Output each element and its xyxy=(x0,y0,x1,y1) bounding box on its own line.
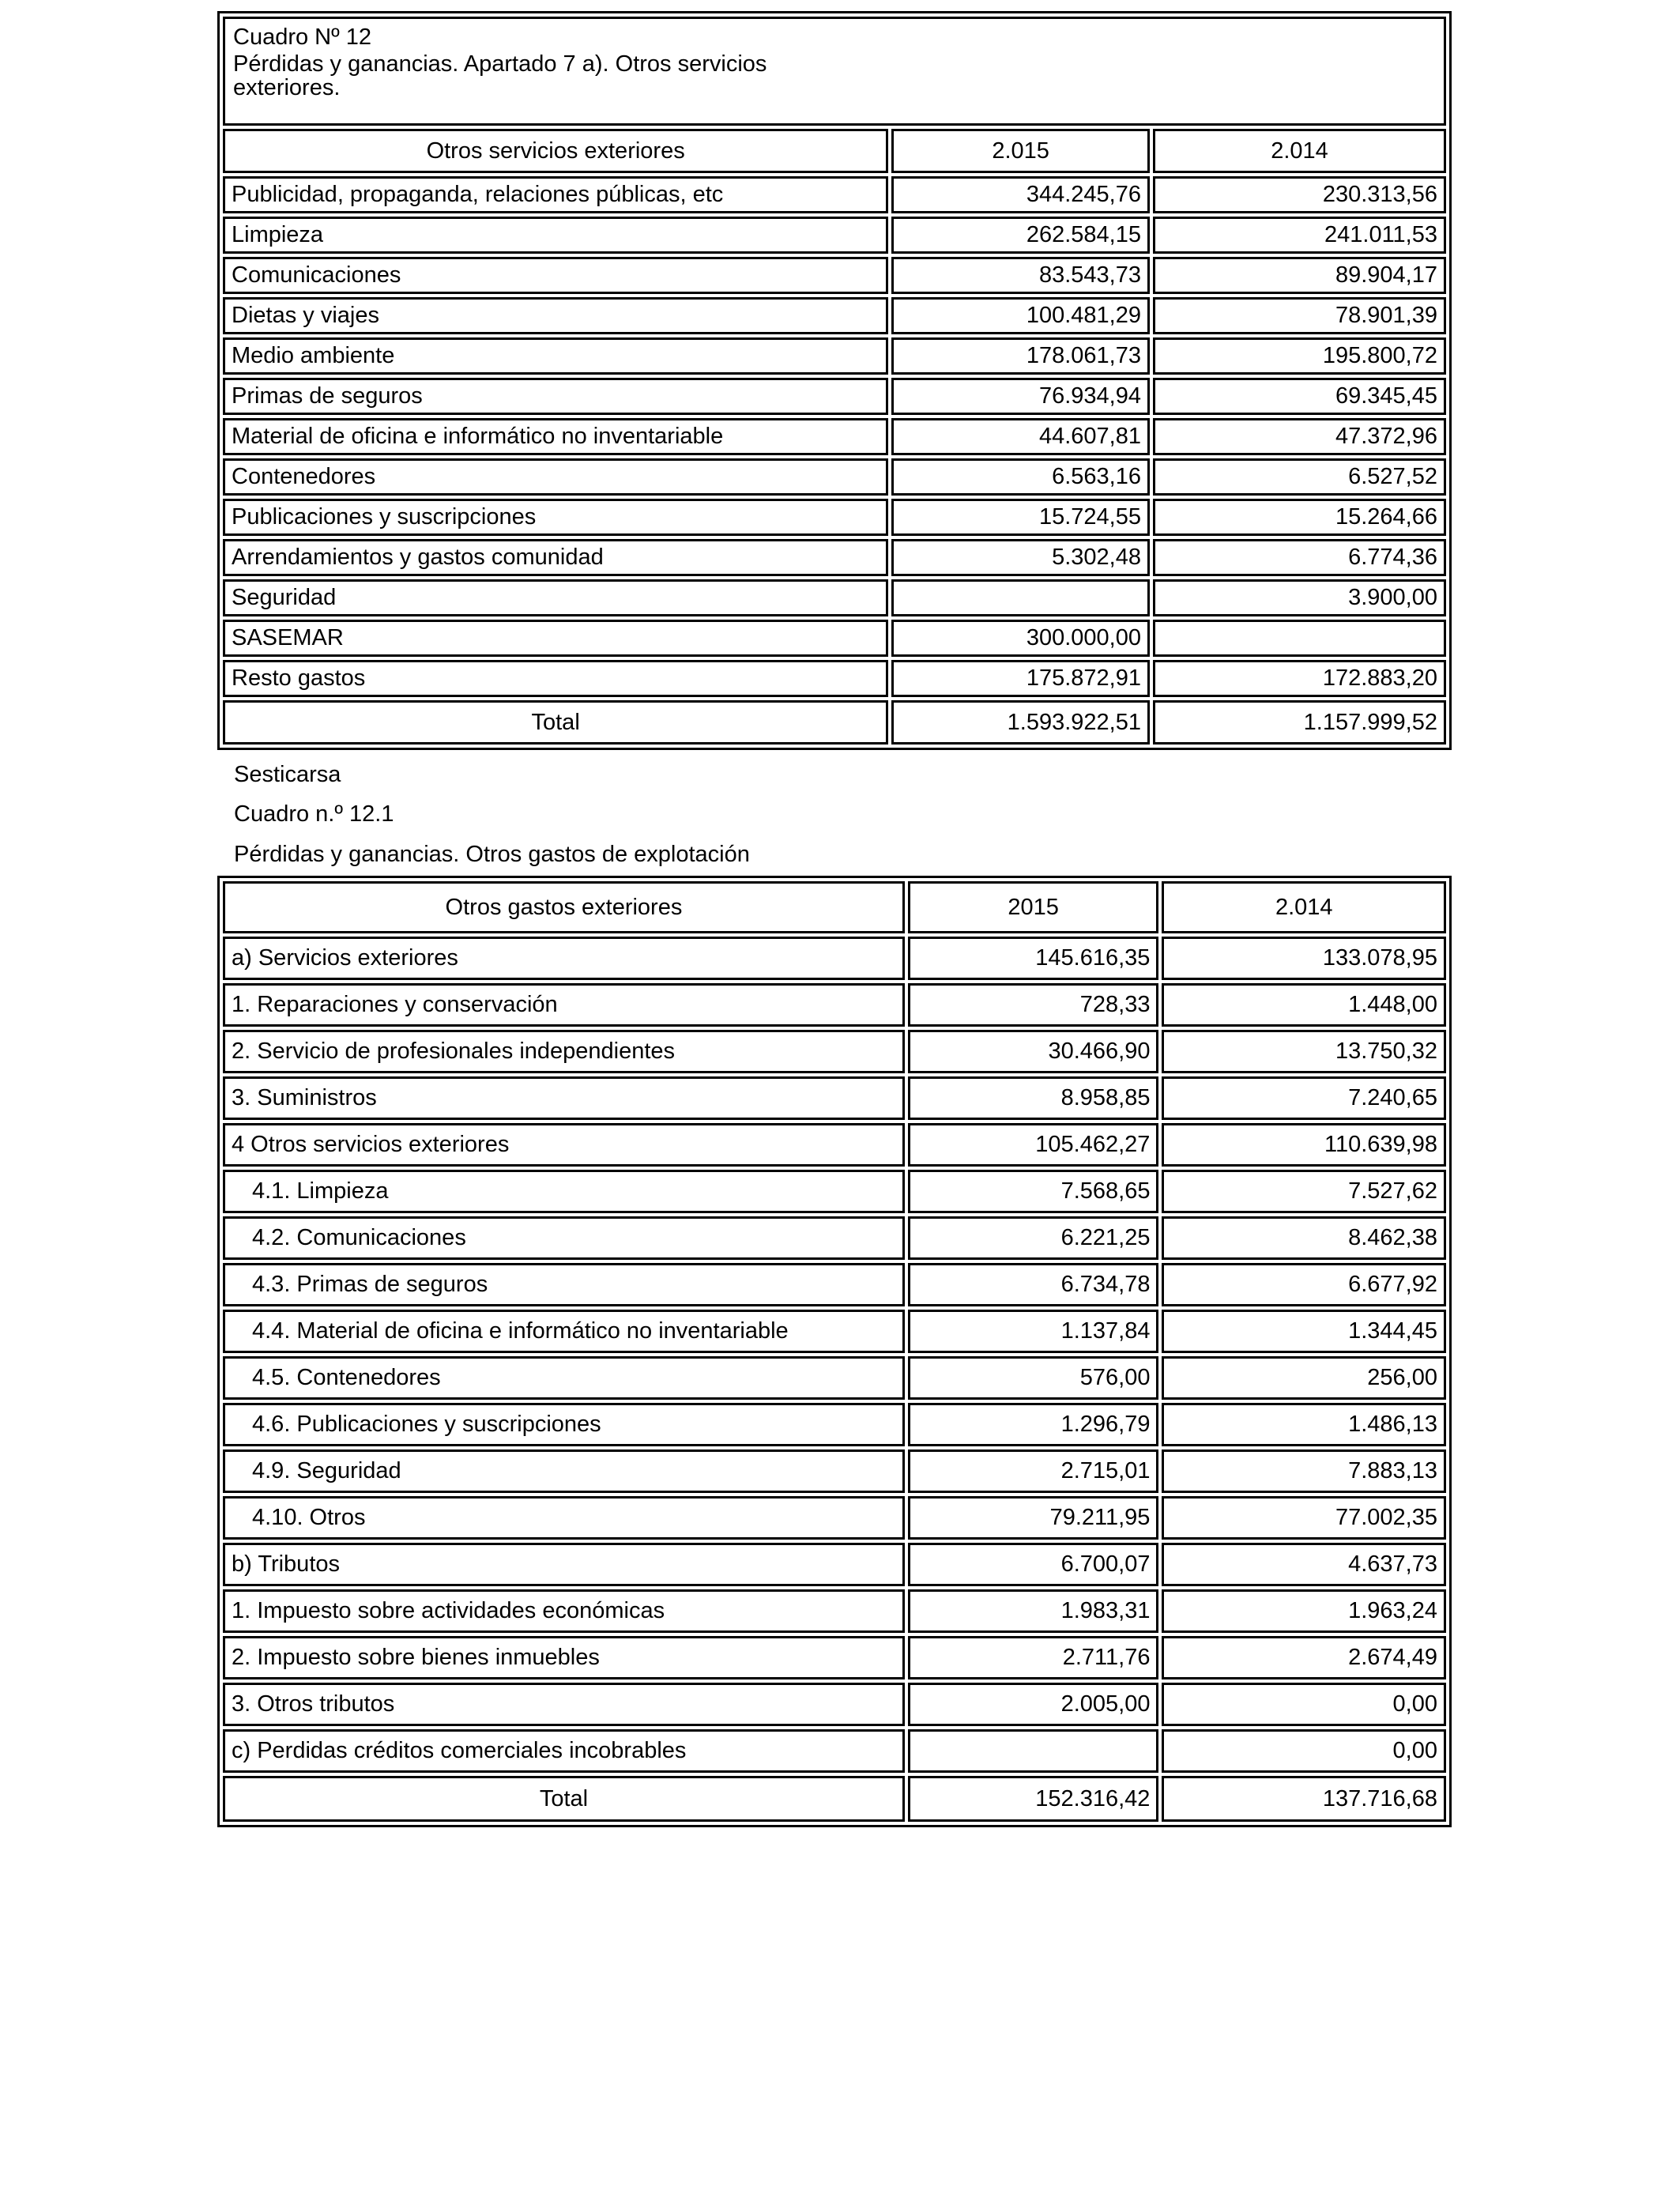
row-label: Medio ambiente xyxy=(223,337,888,375)
row-value-2014: 8.462,38 xyxy=(1162,1216,1446,1260)
row-value-2015: 7.568,65 xyxy=(908,1170,1159,1213)
header-year-2014: 2.014 xyxy=(1153,129,1446,173)
row-value-2015: 6.221,25 xyxy=(908,1216,1159,1260)
row-label: 4.2. Comunicaciones xyxy=(223,1216,905,1260)
table-row xyxy=(223,579,1446,616)
row-label: Resto gastos xyxy=(223,660,888,697)
row-value-2014: 1.963,24 xyxy=(1162,1589,1446,1633)
row-value-2015: 1.137,84 xyxy=(908,1310,1159,1353)
table-row xyxy=(223,337,1446,375)
row-value-2014: 13.750,32 xyxy=(1162,1030,1446,1073)
row-value-2015: 6.700,07 xyxy=(908,1543,1159,1586)
header-year-2015: 2.015 xyxy=(891,129,1150,173)
table-row xyxy=(223,217,1446,254)
row-value-2015: 100.481,29 xyxy=(891,297,1150,334)
table-row xyxy=(223,1589,1446,1633)
row-label: 4 Otros servicios exteriores xyxy=(223,1123,905,1167)
row-value-2015: 576,00 xyxy=(908,1356,1159,1400)
row-value-2014: 78.901,39 xyxy=(1153,297,1446,334)
row-label: 1. Impuesto sobre actividades económicas xyxy=(223,1589,905,1633)
row-value-2015: 344.245,76 xyxy=(891,176,1150,213)
section-subtitle: Pérdidas y ganancias. Otros gastos de explotación xyxy=(234,842,750,867)
table-row xyxy=(223,620,1446,657)
row-label: 1. Reparaciones y conservación xyxy=(223,983,905,1027)
row-value-2014: 0,00 xyxy=(1162,1683,1446,1726)
row-label: Dietas y viajes xyxy=(223,297,888,334)
table-row xyxy=(223,660,1446,697)
total-label: Total xyxy=(223,1776,905,1822)
row-label: 4.10. Otros xyxy=(223,1496,905,1540)
table-row xyxy=(223,1216,1446,1260)
row-value-2015: 30.466,90 xyxy=(908,1030,1159,1073)
row-label: a) Servicios exteriores xyxy=(223,937,905,980)
row-value-2014: 2.674,49 xyxy=(1162,1636,1446,1679)
row-value-2014: 6.527,52 xyxy=(1153,458,1446,496)
table-row xyxy=(223,297,1446,334)
caption-cuadro: Cuadro Nº 12 xyxy=(233,25,372,50)
row-value-2015: 175.872,91 xyxy=(891,660,1150,697)
header-year-2015: 2015 xyxy=(908,881,1159,933)
row-value-2014: 77.002,35 xyxy=(1162,1496,1446,1540)
row-value-2014: 241.011,53 xyxy=(1153,217,1446,254)
table-row xyxy=(223,1449,1446,1493)
row-label: Primas de seguros xyxy=(223,378,888,415)
row-value-2014: 1.486,13 xyxy=(1162,1403,1446,1446)
row-value-2014: 230.313,56 xyxy=(1153,176,1446,213)
table-row xyxy=(223,1123,1446,1167)
total-2015: 152.316,42 xyxy=(908,1776,1159,1822)
row-value-2015: 44.607,81 xyxy=(891,418,1150,455)
row-value-2014: 7.527,62 xyxy=(1162,1170,1446,1213)
row-value-2014: 1.344,45 xyxy=(1162,1310,1446,1353)
row-label: 2. Servicio de profesionales independientes xyxy=(223,1030,905,1073)
table-row xyxy=(223,1729,1446,1773)
row-value-2015: 6.563,16 xyxy=(891,458,1150,496)
row-value-2014: 4.637,73 xyxy=(1162,1543,1446,1586)
row-label: Arrendamientos y gastos comunidad xyxy=(223,539,888,576)
row-label: 4.3. Primas de seguros xyxy=(223,1263,905,1306)
table-row xyxy=(223,458,1446,496)
row-label: 2. Impuesto sobre bienes inmuebles xyxy=(223,1636,905,1679)
row-label: 4.5. Contenedores xyxy=(223,1356,905,1400)
row-value-2015: 83.543,73 xyxy=(891,257,1150,294)
table-row xyxy=(223,378,1446,415)
row-value-2015: 1.296,79 xyxy=(908,1403,1159,1446)
table-row xyxy=(223,1636,1446,1679)
row-value-2015: 105.462,27 xyxy=(908,1123,1159,1167)
row-value-2015: 262.584,15 xyxy=(891,217,1150,254)
row-value-2014: 6.774,36 xyxy=(1153,539,1446,576)
table-row xyxy=(223,1496,1446,1540)
table-row xyxy=(223,176,1446,213)
row-value-2014: 195.800,72 xyxy=(1153,337,1446,375)
row-value-2015: 76.934,94 xyxy=(891,378,1150,415)
table-row xyxy=(223,937,1446,980)
total-row xyxy=(223,700,1446,745)
row-value-2014: 47.372,96 xyxy=(1153,418,1446,455)
caption-title-cont: exteriores. xyxy=(233,75,341,100)
total-row xyxy=(223,1776,1446,1822)
row-value-2015: 15.724,55 xyxy=(891,499,1150,536)
header-concept: Otros servicios exteriores xyxy=(223,129,888,173)
table-row xyxy=(223,1543,1446,1586)
row-value-2015: 300.000,00 xyxy=(891,620,1150,657)
header-year-2014: 2.014 xyxy=(1162,881,1446,933)
row-label: Publicaciones y suscripciones xyxy=(223,499,888,536)
table-otros-gastos-exteriores xyxy=(217,876,1452,1827)
row-label: 4.1. Limpieza xyxy=(223,1170,905,1213)
row-value-2015: 2.715,01 xyxy=(908,1449,1159,1493)
row-value-2014: 89.904,17 xyxy=(1153,257,1446,294)
row-value-2015: 79.211,95 xyxy=(908,1496,1159,1540)
caption-title: Pérdidas y ganancias. Apartado 7 a). Otros servicios xyxy=(233,51,767,77)
row-value-2015: 2.005,00 xyxy=(908,1683,1159,1726)
row-value-2014: 256,00 xyxy=(1162,1356,1446,1400)
row-value-2014: 110.639,98 xyxy=(1162,1123,1446,1167)
row-value-2015 xyxy=(891,579,1150,616)
row-value-2014: 3.900,00 xyxy=(1153,579,1446,616)
row-value-2014: 6.677,92 xyxy=(1162,1263,1446,1306)
row-value-2014 xyxy=(1153,620,1446,657)
row-label: c) Perdidas créditos comerciales incobrables xyxy=(223,1729,905,1773)
table-row xyxy=(223,1683,1446,1726)
table-row xyxy=(223,1076,1446,1120)
table-row xyxy=(223,539,1446,576)
row-value-2015: 145.616,35 xyxy=(908,937,1159,980)
table-row xyxy=(223,1403,1446,1446)
row-value-2015: 178.061,73 xyxy=(891,337,1150,375)
row-label: Publicidad, propaganda, relaciones públicas, etc xyxy=(223,176,888,213)
table-otros-servicios-exteriores xyxy=(217,11,1452,750)
row-value-2015: 1.983,31 xyxy=(908,1589,1159,1633)
header-concept: Otros gastos exteriores xyxy=(223,881,905,933)
row-value-2015: 5.302,48 xyxy=(891,539,1150,576)
row-label: SASEMAR xyxy=(223,620,888,657)
row-label: b) Tributos xyxy=(223,1543,905,1586)
table-row xyxy=(223,1170,1446,1213)
total-label: Total xyxy=(223,700,888,745)
row-label: Contenedores xyxy=(223,458,888,496)
cuadro-number: Cuadro n.º 12.1 xyxy=(234,801,394,827)
row-label: 4.6. Publicaciones y suscripciones xyxy=(223,1403,905,1446)
row-value-2014: 7.883,13 xyxy=(1162,1449,1446,1493)
total-2015: 1.593.922,51 xyxy=(891,700,1150,745)
row-label: 4.4. Material de oficina e informático no inventariable xyxy=(223,1310,905,1353)
row-label: Comunicaciones xyxy=(223,257,888,294)
row-value-2014: 15.264,66 xyxy=(1153,499,1446,536)
table-row xyxy=(223,1310,1446,1353)
table-row xyxy=(223,418,1446,455)
row-value-2015: 728,33 xyxy=(908,983,1159,1027)
table-row xyxy=(223,499,1446,536)
row-value-2014: 7.240,65 xyxy=(1162,1076,1446,1120)
table-row xyxy=(223,983,1446,1027)
row-value-2014: 1.448,00 xyxy=(1162,983,1446,1027)
row-value-2015: 6.734,78 xyxy=(908,1263,1159,1306)
row-label: 3. Otros tributos xyxy=(223,1683,905,1726)
table-row xyxy=(223,257,1446,294)
row-value-2015: 8.958,85 xyxy=(908,1076,1159,1120)
total-2014: 137.716,68 xyxy=(1162,1776,1446,1822)
row-label: Seguridad xyxy=(223,579,888,616)
row-label: Material de oficina e informático no inventariable xyxy=(223,418,888,455)
row-label: 3. Suministros xyxy=(223,1076,905,1120)
row-label: 4.9. Seguridad xyxy=(223,1449,905,1493)
row-value-2014: 133.078,95 xyxy=(1162,937,1446,980)
row-value-2015: 2.711,76 xyxy=(908,1636,1159,1679)
row-value-2014: 172.883,20 xyxy=(1153,660,1446,697)
row-value-2014: 0,00 xyxy=(1162,1729,1446,1773)
table-row xyxy=(223,1263,1446,1306)
table-row xyxy=(223,1030,1446,1073)
company-name: Sesticarsa xyxy=(234,762,341,787)
row-value-2014: 69.345,45 xyxy=(1153,378,1446,415)
row-value-2015 xyxy=(908,1729,1159,1773)
table-header-row xyxy=(223,129,1446,173)
total-2014: 1.157.999,52 xyxy=(1153,700,1446,745)
table-header-row xyxy=(223,881,1446,933)
row-label: Limpieza xyxy=(223,217,888,254)
table-row xyxy=(223,1356,1446,1400)
table-caption xyxy=(223,17,1446,126)
